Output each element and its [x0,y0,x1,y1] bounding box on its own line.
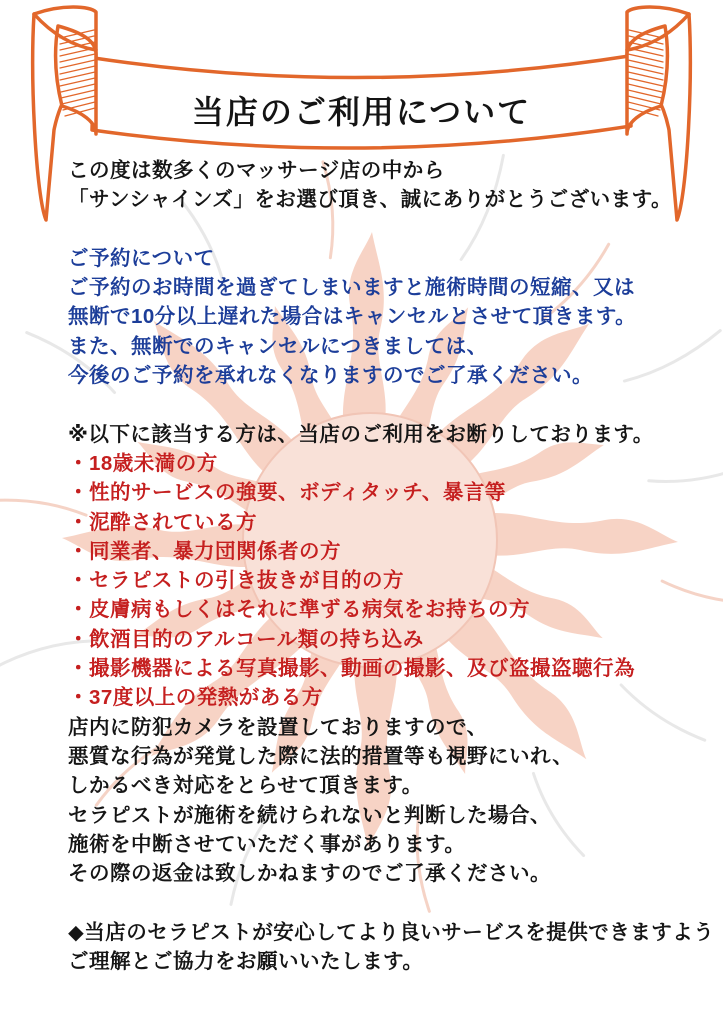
policy-line-2: 悪質な行為が発覚した際に法的措置等も視野にいれ、 [68,744,574,768]
refusal-item-2: ・性的サービスの強要、ボディタッチ、暴言等 [68,481,506,505]
closing-line-1: ◆当店のセラピストが安心してより良いサービスを提供できますよう [68,920,715,944]
refusal-item-7: ・飲酒目的のアルコール類の持ち込み [68,627,424,651]
policy-line-1: 店内に防犯カメラを設置しておりますので、 [68,715,488,739]
intro-line-2: 「サンシャインズ」をお選び頂き、誠にありがとうございます。 [68,188,672,212]
reservation-heading: ご予約について [68,246,215,270]
refusal-item-6: ・皮膚病もしくはそれに準ずる病気をお持ちの方 [68,598,530,622]
closing-line-2: ご理解とご協力をお願いいたします。 [68,950,424,974]
refusal-item-5: ・セラピストの引き抜きが目的の方 [68,569,404,593]
refusal-item-3: ・泥酔されている方 [68,510,257,534]
refusal-heading: ※以下に該当する方は、当店のご利用をお断りしております。 [68,422,654,446]
ribbon-banner [0,0,723,240]
refusal-item-8: ・撮影機器による写真撮影、動画の撮影、及び盗撮盗聴行為 [68,657,635,681]
refusal-item-9: ・37度以上の発熱がある方 [68,686,323,710]
intro-line-1: この度は数多くのマッサージ店の中から [68,159,445,182]
blank-line [68,390,708,419]
policy-line-5: 施術を中断させていただく事があります。 [68,832,466,856]
policy-line-4: セラピストが施術を続けられないと判断した場合、 [68,803,551,827]
reservation-line-3: また、無断でのキャンセルにつきましては、 [68,334,488,358]
policy-line-3: しかるべき対応をとらせて頂きます。 [68,774,423,798]
reservation-line-4: 今後のご予約を承れなくなりますのでご了承ください。 [68,364,593,388]
notice-body [68,156,715,976]
reservation-line-1: ご予約のお時間を過ぎてしまいますと施術時間の短縮、又は [68,276,635,300]
blank-line [68,888,708,917]
page-title: 当店のご利用について [191,94,532,130]
refusal-item-4: ・同業者、暴力団関係者の方 [68,539,341,563]
policy-line-6: その際の返金は致しかねますのでご了承ください。 [68,862,551,886]
refusal-item-1: ・18歳未満の方 [68,451,218,475]
reservation-line-2: 無断で10分以上遅れた場合はキャンセルとさせて頂きます。 [68,305,637,329]
